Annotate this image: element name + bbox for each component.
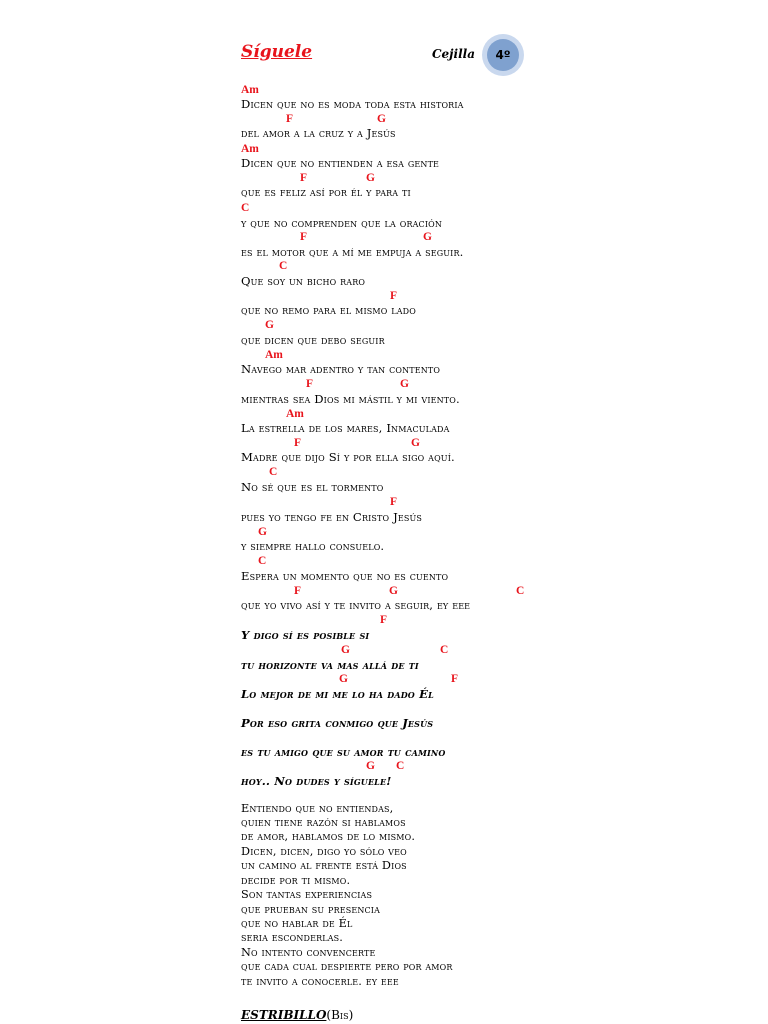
- lyric-line: pues yo tengo fe en Cristo Jesús: [241, 510, 423, 524]
- lyric-line: que yo vivo así y te invito a seguir, ey eee: [241, 598, 471, 612]
- chord: G: [341, 644, 350, 656]
- lyric-line: Espera un momento que no es cuento: [241, 569, 449, 583]
- chord: C: [440, 644, 449, 656]
- chord: C: [279, 260, 288, 272]
- chord: F: [294, 585, 302, 597]
- chord: F: [300, 231, 308, 243]
- lyric-line: es el motor que a mí me empuja a seguir.: [241, 245, 464, 259]
- lyric-line: Que soy un bicho raro: [241, 274, 366, 288]
- chord: F: [390, 496, 398, 508]
- lyric-line: que dicen que debo seguir: [241, 333, 385, 347]
- chord: G: [411, 437, 420, 449]
- lyric-line: No sé que es el tormento: [241, 480, 384, 494]
- lyric-line: Madre que dijo Sí y por ella sigo aquí.: [241, 450, 455, 464]
- lyric-line: Navego mar adentro y tan contento: [241, 362, 441, 376]
- chord: C: [269, 466, 278, 478]
- chord: G: [377, 113, 386, 125]
- chord: F: [390, 290, 398, 302]
- chord: G: [423, 231, 432, 243]
- chord: C: [258, 555, 267, 567]
- chord: C: [241, 202, 250, 214]
- verse2-line: que prueban su presencia: [241, 903, 381, 916]
- chord: G: [366, 172, 375, 184]
- song-title: Síguele: [241, 42, 313, 62]
- chord: F: [306, 378, 314, 390]
- chord: Am: [265, 349, 283, 361]
- capo-label: Cejilla: [432, 47, 475, 61]
- chord: F: [380, 614, 388, 626]
- chord: G: [258, 526, 267, 538]
- lyric-line: Dicen que no es moda toda esta historia: [241, 97, 464, 111]
- verse2-line: que cada cual despierte pero por amor: [241, 960, 453, 973]
- lyric-line: La estrella de los mares, Inmaculada: [241, 421, 450, 435]
- chorus-line: es tu amigo que su amor tu camino: [241, 745, 446, 759]
- verse2-line: Son tantas experiencias: [241, 888, 373, 901]
- verse2-line: quien tiene razón si hablamos: [241, 816, 406, 829]
- repeat-instruction: [241, 1004, 353, 1023]
- chorus-line: Lo mejor de mi me lo ha dado Él: [241, 687, 434, 701]
- chord: G: [389, 585, 398, 597]
- verse2-line: de amor, hablamos de lo mismo.: [241, 830, 416, 843]
- lyric-line: y siempre hallo consuelo.: [241, 539, 385, 553]
- lyric-line: del amor a la cruz y a Jesús: [241, 126, 396, 140]
- lyric-line: que no remo para el mismo lado: [241, 303, 416, 317]
- chord: C: [516, 585, 525, 597]
- verse2-line: decide por ti mismo.: [241, 874, 351, 887]
- lyric-line: que es feliz así por él y para ti: [241, 185, 411, 199]
- verse2-line: un camino al frente está Dios: [241, 859, 407, 872]
- chorus-line: tu horizonte va mas allá de ti: [241, 658, 419, 672]
- chord: F: [286, 113, 294, 125]
- capo-value: 4º: [487, 39, 519, 71]
- chord: G: [265, 319, 274, 331]
- verse2-line: te invito a conocerle. ey eee: [241, 975, 399, 988]
- chord: C: [396, 760, 405, 772]
- chord: F: [451, 673, 459, 685]
- chorus-reference: ESTRIBILLO: [241, 1008, 327, 1022]
- chorus-line: Y digo sí es posible si: [241, 628, 370, 642]
- lyric-line: y que no comprenden que la oración: [241, 216, 442, 230]
- chord: Am: [241, 143, 259, 155]
- chorus-line: hoy.. No dudes y síguele!: [241, 774, 392, 788]
- repeat-marker: (Bis): [326, 1008, 354, 1022]
- lyric-line: mientras sea Dios mi mástil y mi viento.: [241, 392, 460, 406]
- chord: G: [366, 760, 375, 772]
- chord: Am: [241, 84, 259, 96]
- lyric-line: Dicen que no entienden a esa gente: [241, 156, 440, 170]
- chord: G: [339, 673, 348, 685]
- verse2-line: No intento convencerte: [241, 946, 376, 959]
- chord: F: [300, 172, 308, 184]
- verse2-line: Dicen, dicen, digo yo sólo veo: [241, 845, 407, 858]
- chorus-line: Por eso grita conmigo que Jesús: [241, 716, 434, 730]
- verse2-line: que no hablar de Él: [241, 917, 353, 930]
- chord: G: [400, 378, 409, 390]
- verse2-line: seria esconderlas.: [241, 931, 344, 944]
- capo-badge: [482, 34, 524, 76]
- verse2-line: Entiendo que no entiendas,: [241, 802, 394, 815]
- chord: Am: [286, 408, 304, 420]
- chord: F: [294, 437, 302, 449]
